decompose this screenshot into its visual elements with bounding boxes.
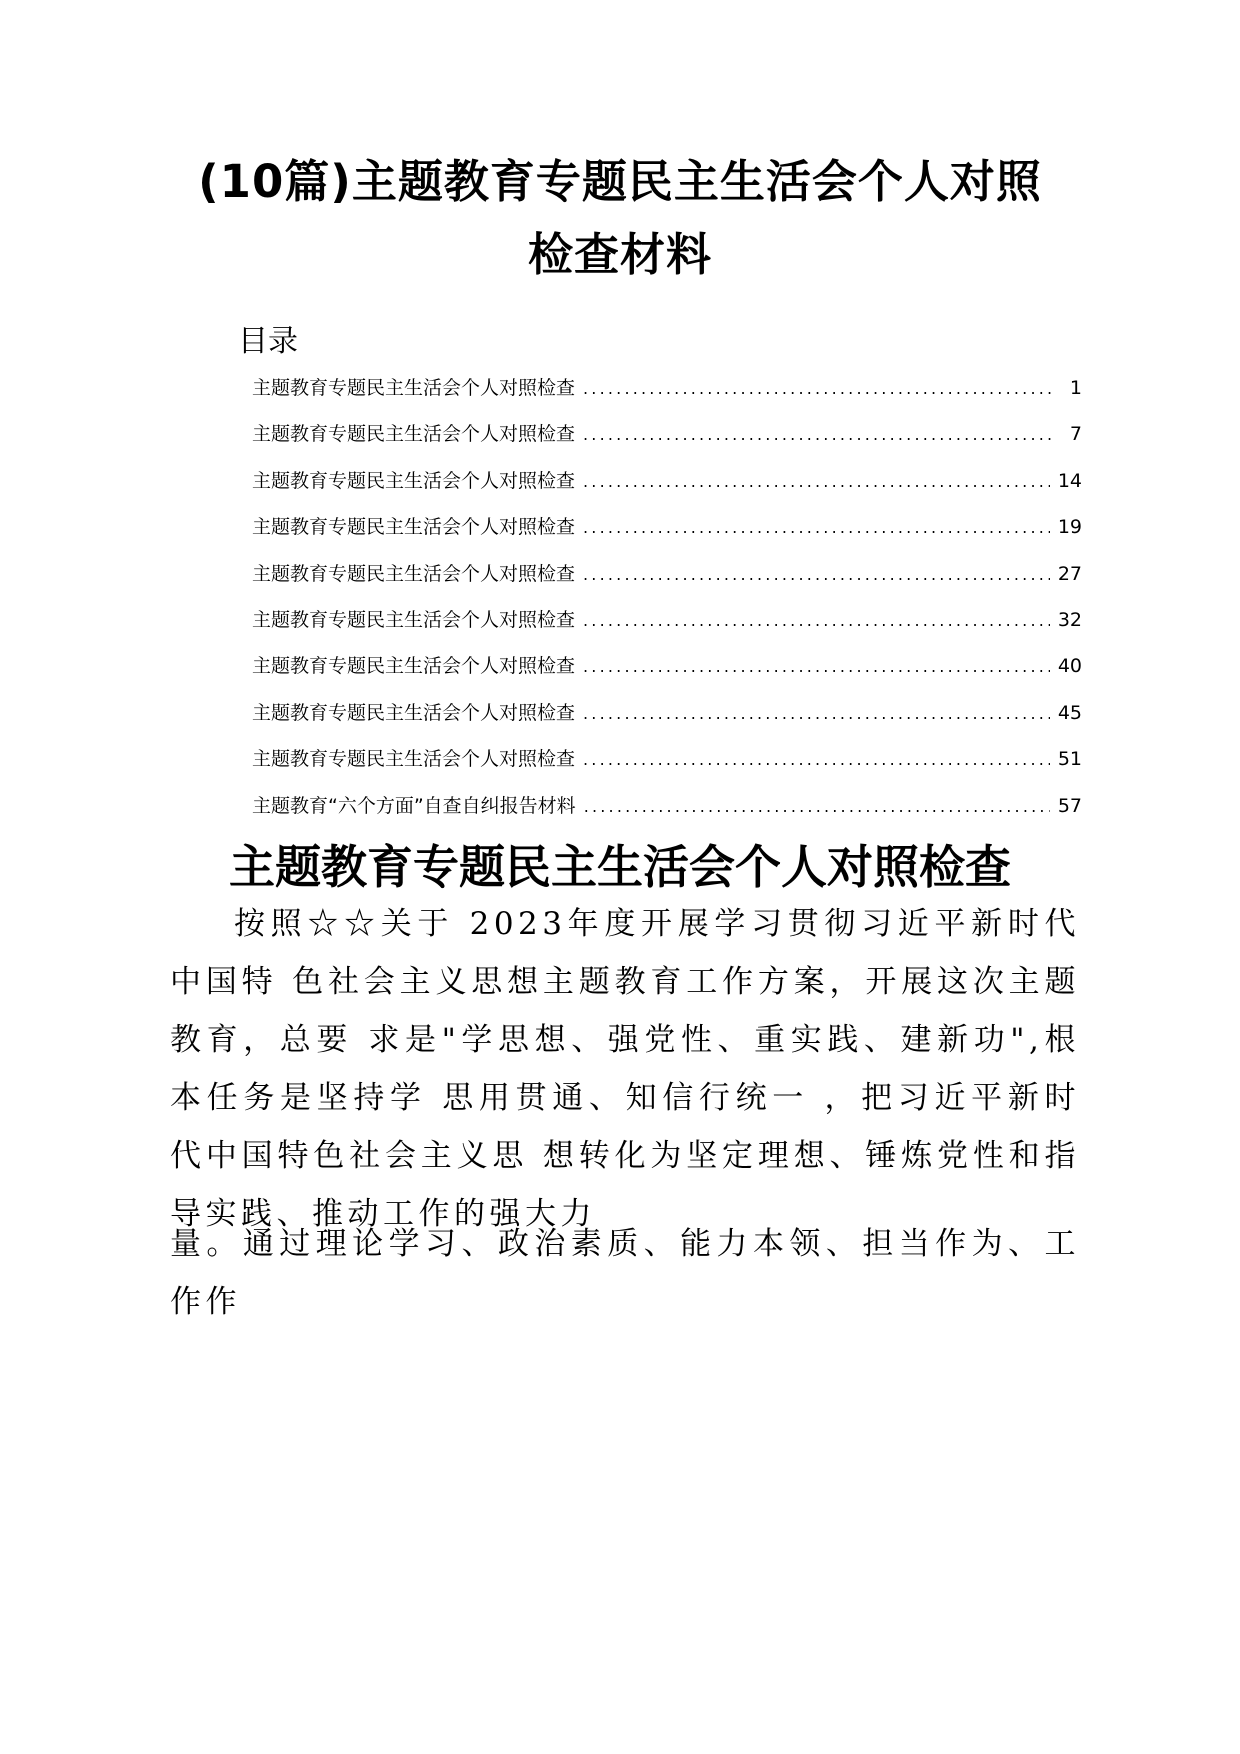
toc-dot-leader <box>583 469 1050 495</box>
document-title-line-2: 检查材料 <box>527 228 712 281</box>
toc-entry-page: 14 <box>1057 469 1082 492</box>
toc-dot-leader <box>583 608 1050 634</box>
body-paragraph: 量。通过理论学习、政治素质、能力本领、担当作为、工作作 <box>170 1226 1080 1320</box>
toc-dot-leader <box>583 654 1050 680</box>
toc-entry-title: 主题教育专题民主生活会个人对照检查 <box>252 377 576 399</box>
toc-entry-page: 40 <box>1057 655 1082 678</box>
toc-heading: 目录 <box>238 324 298 359</box>
toc-entry-page: 45 <box>1057 701 1082 724</box>
toc-entry-page: 57 <box>1057 794 1082 817</box>
toc-entry-title: 主题教育专题民主生活会个人对照检查 <box>252 562 576 585</box>
toc-entry[interactable] <box>252 700 1082 746</box>
toc-entry[interactable] <box>252 653 1082 699</box>
toc-entry-page: 19 <box>1057 516 1082 539</box>
toc-entry-page: 7 <box>1069 423 1082 446</box>
toc-entry[interactable] <box>252 607 1082 653</box>
toc-entry[interactable] <box>252 375 1082 421</box>
toc-dot-leader <box>583 562 1050 588</box>
body-paragraph: 按照☆☆关于 2023年度开展学习贯彻习近平新时代中国特 色社会主义思想主题教育工作方案，开展这次主题教育，总要 求是"学思想、强党性、重实践、建新功",根本任务是坚持学 思用贯通、知信行统一 ，把习近平新时代中国特色社会主义思 想转化为坚定理想、锤炼党性和指导实践、推动工作的强大力 <box>170 906 1080 1232</box>
toc-entry-page: 27 <box>1057 562 1082 585</box>
toc-dot-leader <box>583 747 1050 773</box>
toc-entry-page: 1 <box>1069 377 1082 399</box>
toc-entry[interactable] <box>252 421 1082 467</box>
toc-dot-leader <box>584 794 1050 820</box>
document-title-line-1: (10篇)主题教育专题民主生活会个人对照 <box>198 155 1042 208</box>
toc-entry-title: 主题教育专题民主生活会个人对照检查 <box>252 423 576 446</box>
toc-dot-leader <box>583 422 1054 448</box>
table-of-contents <box>252 375 1082 839</box>
toc-entry-title: 主题教育专题民主生活会个人对照检查 <box>252 469 576 492</box>
toc-entry-title: 主题教育“六个方面”自查自纠报告材料 <box>252 794 576 817</box>
toc-dot-leader <box>583 376 1054 402</box>
toc-entry-page: 32 <box>1057 608 1082 631</box>
toc-dot-leader <box>583 701 1050 727</box>
toc-entry-page: 51 <box>1057 748 1082 771</box>
toc-entry-title: 主题教育专题民主生活会个人对照检查 <box>252 748 576 771</box>
toc-entry-title: 主题教育专题民主生活会个人对照检查 <box>252 655 576 678</box>
toc-entry-title: 主题教育专题民主生活会个人对照检查 <box>252 701 576 724</box>
toc-entry[interactable] <box>252 561 1082 607</box>
toc-entry-title: 主题教育专题民主生活会个人对照检查 <box>252 608 576 631</box>
toc-entry-title: 主题教育专题民主生活会个人对照检查 <box>252 516 576 539</box>
toc-dot-leader <box>583 515 1050 541</box>
toc-entry[interactable] <box>252 793 1082 839</box>
section-title: 主题教育专题民主生活会个人对照检查 <box>229 840 1011 894</box>
toc-entry[interactable] <box>252 514 1082 560</box>
toc-entry[interactable] <box>252 468 1082 514</box>
toc-entry[interactable] <box>252 746 1082 792</box>
